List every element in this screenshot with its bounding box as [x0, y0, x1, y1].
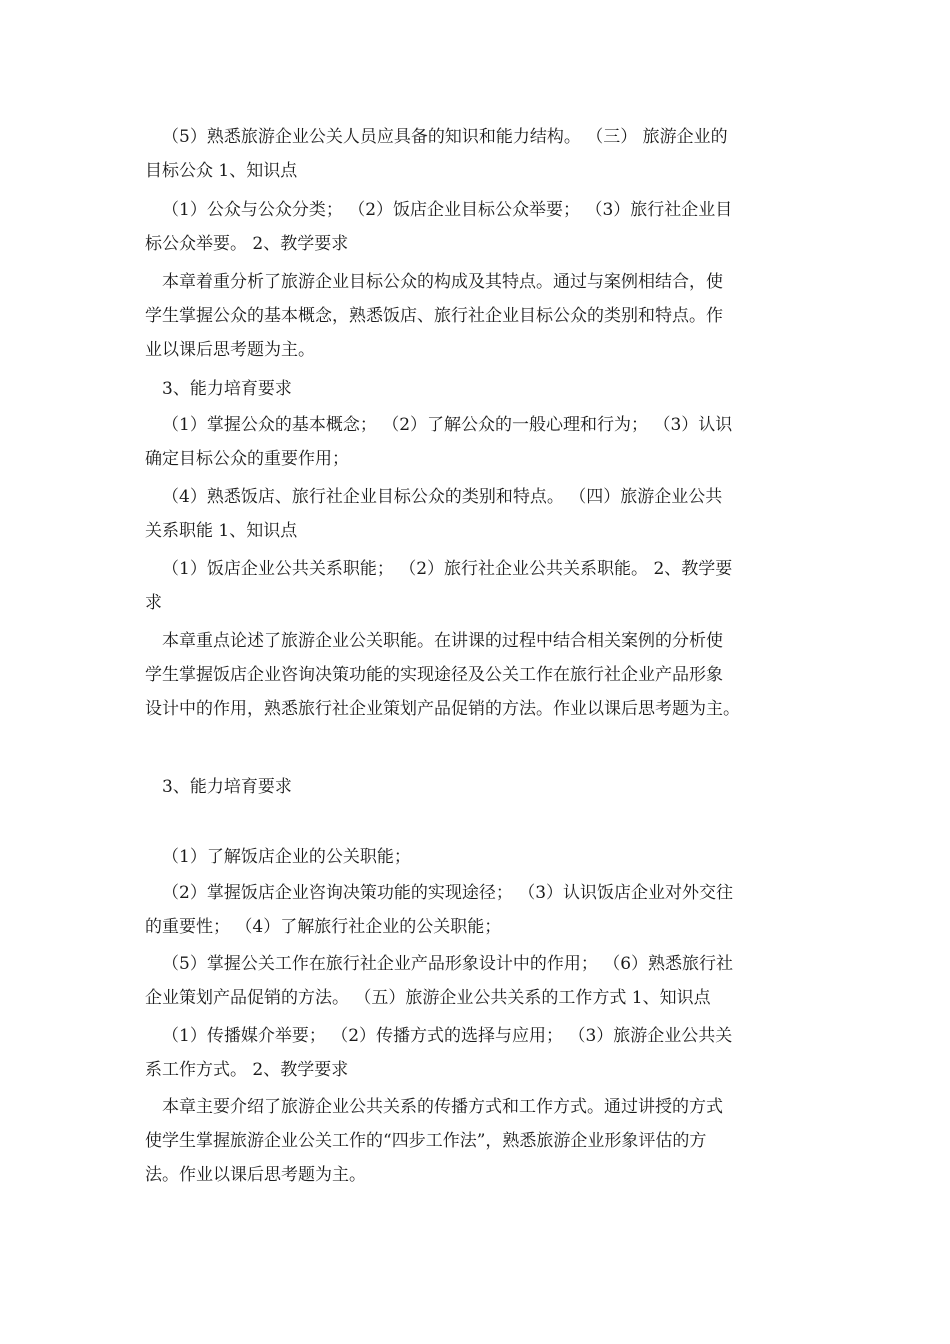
text-line: 求: [145, 593, 162, 613]
text-line: （1）掌握公众的基本概念； （2）了解公众的一般心理和行为； （3）认识: [162, 415, 733, 435]
text-line: 使学生掌握旅游企业公关工作的“四步工作法”，熟悉旅游企业形象评估的方: [145, 1131, 707, 1151]
text-line: （2）掌握饭店企业咨询决策功能的实现途径； （3）认识饭店企业对外交往: [162, 883, 734, 903]
text-line: 学生掌握公众的基本概念，熟悉饭店、旅行社企业目标公众的类别和特点。作: [145, 306, 723, 326]
text-line: 目标公众 1、知识点: [145, 161, 298, 181]
text-line: 业以课后思考题为主。: [145, 340, 315, 360]
section-heading: 3、能力培育要求: [162, 777, 292, 797]
paragraph-7: [145, 552, 810, 620]
text-line: （1）公众与公众分类； （2）饭店企业目标公众举要； （3）旅行社企业目: [162, 200, 733, 220]
text-line: 关系职能 1、知识点: [145, 521, 298, 541]
text-line: 设计中的作用，熟悉旅行社企业策划产品促销的方法。作业以课后思考题为主。: [145, 699, 740, 719]
paragraph-6: [145, 480, 810, 548]
text-line: 本章主要介绍了旅游企业公共关系的传播方式和工作方式。通过讲授的方式: [162, 1097, 723, 1117]
text-line: 本章重点论述了旅游企业公关职能。在讲课的过程中结合相关案例的分析使: [162, 631, 723, 651]
paragraph-3: [145, 265, 810, 367]
paragraph-1: [145, 120, 810, 188]
text-line: （1）传播媒介举要； （2）传播方式的选择与应用； （3）旅游企业公共关: [162, 1026, 733, 1046]
paragraph-10: [145, 840, 810, 874]
text-line: 法。作业以课后思考题为主。: [145, 1165, 366, 1185]
paragraph-13: [145, 1019, 810, 1087]
paragraph-8: [145, 624, 810, 726]
text-line: 本章着重分析了旅游企业目标公众的构成及其特点。通过与案例相结合，使: [162, 272, 723, 292]
text-line: （5）熟悉旅游企业公关人员应具备的知识和能力结构。 （三） 旅游企业的: [162, 127, 728, 147]
text-line: 学生掌握饭店企业咨询决策功能的实现途径及公关工作在旅行社企业产品形象: [145, 665, 723, 685]
text-line: 标公众举要。 2、教学要求: [145, 234, 349, 254]
text-line: 系工作方式。 2、教学要求: [145, 1060, 349, 1080]
paragraph-4: [145, 372, 810, 406]
paragraph-2: [145, 193, 810, 261]
text-line: （1）了解饭店企业的公关职能；: [162, 847, 411, 867]
text-line: （1）饭店企业公共关系职能； （2）旅行社企业公共关系职能。 2、教学要: [162, 559, 733, 579]
text-line: （4）熟悉饭店、旅行社企业目标公众的类别和特点。 （四）旅游企业公共: [162, 487, 723, 507]
paragraph-11: [145, 876, 810, 944]
paragraph-12: [145, 947, 810, 1015]
paragraph-14: [145, 1090, 810, 1192]
section-heading: 3、能力培育要求: [162, 379, 292, 399]
text-line: 确定目标公众的重要作用；: [145, 449, 349, 469]
paragraph-9: [145, 770, 810, 804]
text-line: 企业策划产品促销的方法。 （五）旅游企业公共关系的工作方式 1、知识点: [145, 988, 711, 1008]
text-line: 的重要性； （4）了解旅行社企业的公关职能；: [145, 917, 502, 937]
paragraph-5: [145, 408, 810, 476]
text-line: （5）掌握公关工作在旅行社企业产品形象设计中的作用； （6）熟悉旅行社: [162, 954, 734, 974]
